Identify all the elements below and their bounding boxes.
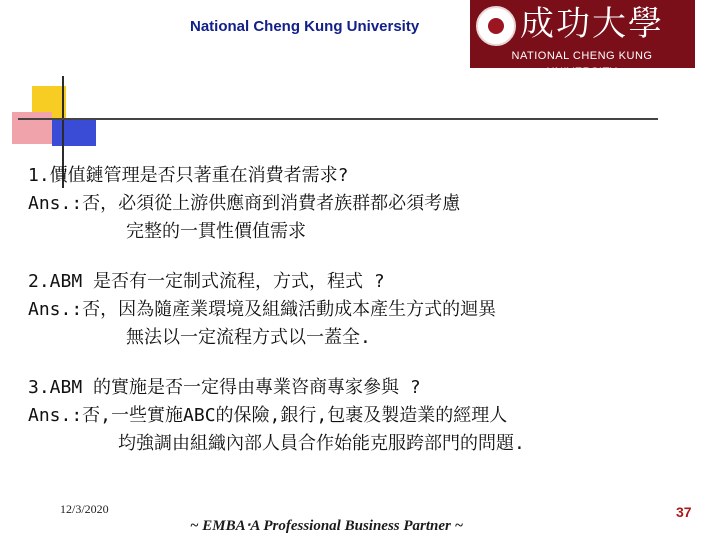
answer-1-line-1: Ans.:否，必須從上游供應商到消費者族群都必須考慮 <box>28 193 461 214</box>
seal-icon <box>476 6 516 46</box>
university-title: National Cheng Kung University <box>190 18 420 35</box>
answer-2-line-1: Ans.:否，因為隨產業環境及組織活動成本產生方式的迴異 <box>28 299 497 320</box>
logo-chinese-name: 成功大學 <box>520 4 664 44</box>
logo-english-name: NATIONAL CHENG KUNG UNIVERSITY <box>511 50 653 78</box>
question-1: 1.價值鏈管理是否只著重在消費者需求? <box>28 165 349 186</box>
slide-body <box>28 162 698 458</box>
decor-pink-square <box>12 112 52 144</box>
footer-tagline: ~ EMBA‧A Professional Business Partner ~ <box>190 518 464 534</box>
university-logo <box>470 0 695 78</box>
header-divider <box>18 118 658 120</box>
slide-date: 12/3/2020 <box>60 502 109 516</box>
page-number: 37 <box>676 504 692 520</box>
answer-1-line-2: 完整的一貫性價值需求 <box>126 221 306 242</box>
answer-2-line-2: 無法以一定流程方式以一蓋全. <box>126 327 371 348</box>
answer-3-line-1: Ans.:否,一些實施ABC的保險,銀行,包裹及製造業的經理人 <box>28 405 508 426</box>
decor-blue-square <box>52 120 96 146</box>
question-3: 3.ABM 的實施是否一定得由專業咨商專家參與 ? <box>28 377 421 398</box>
answer-3-line-2: 均強調由組織內部人員合作始能克服跨部門的問題. <box>118 433 525 454</box>
question-2: 2.ABM 是否有一定制式流程，方式，程式 ? <box>28 271 385 292</box>
